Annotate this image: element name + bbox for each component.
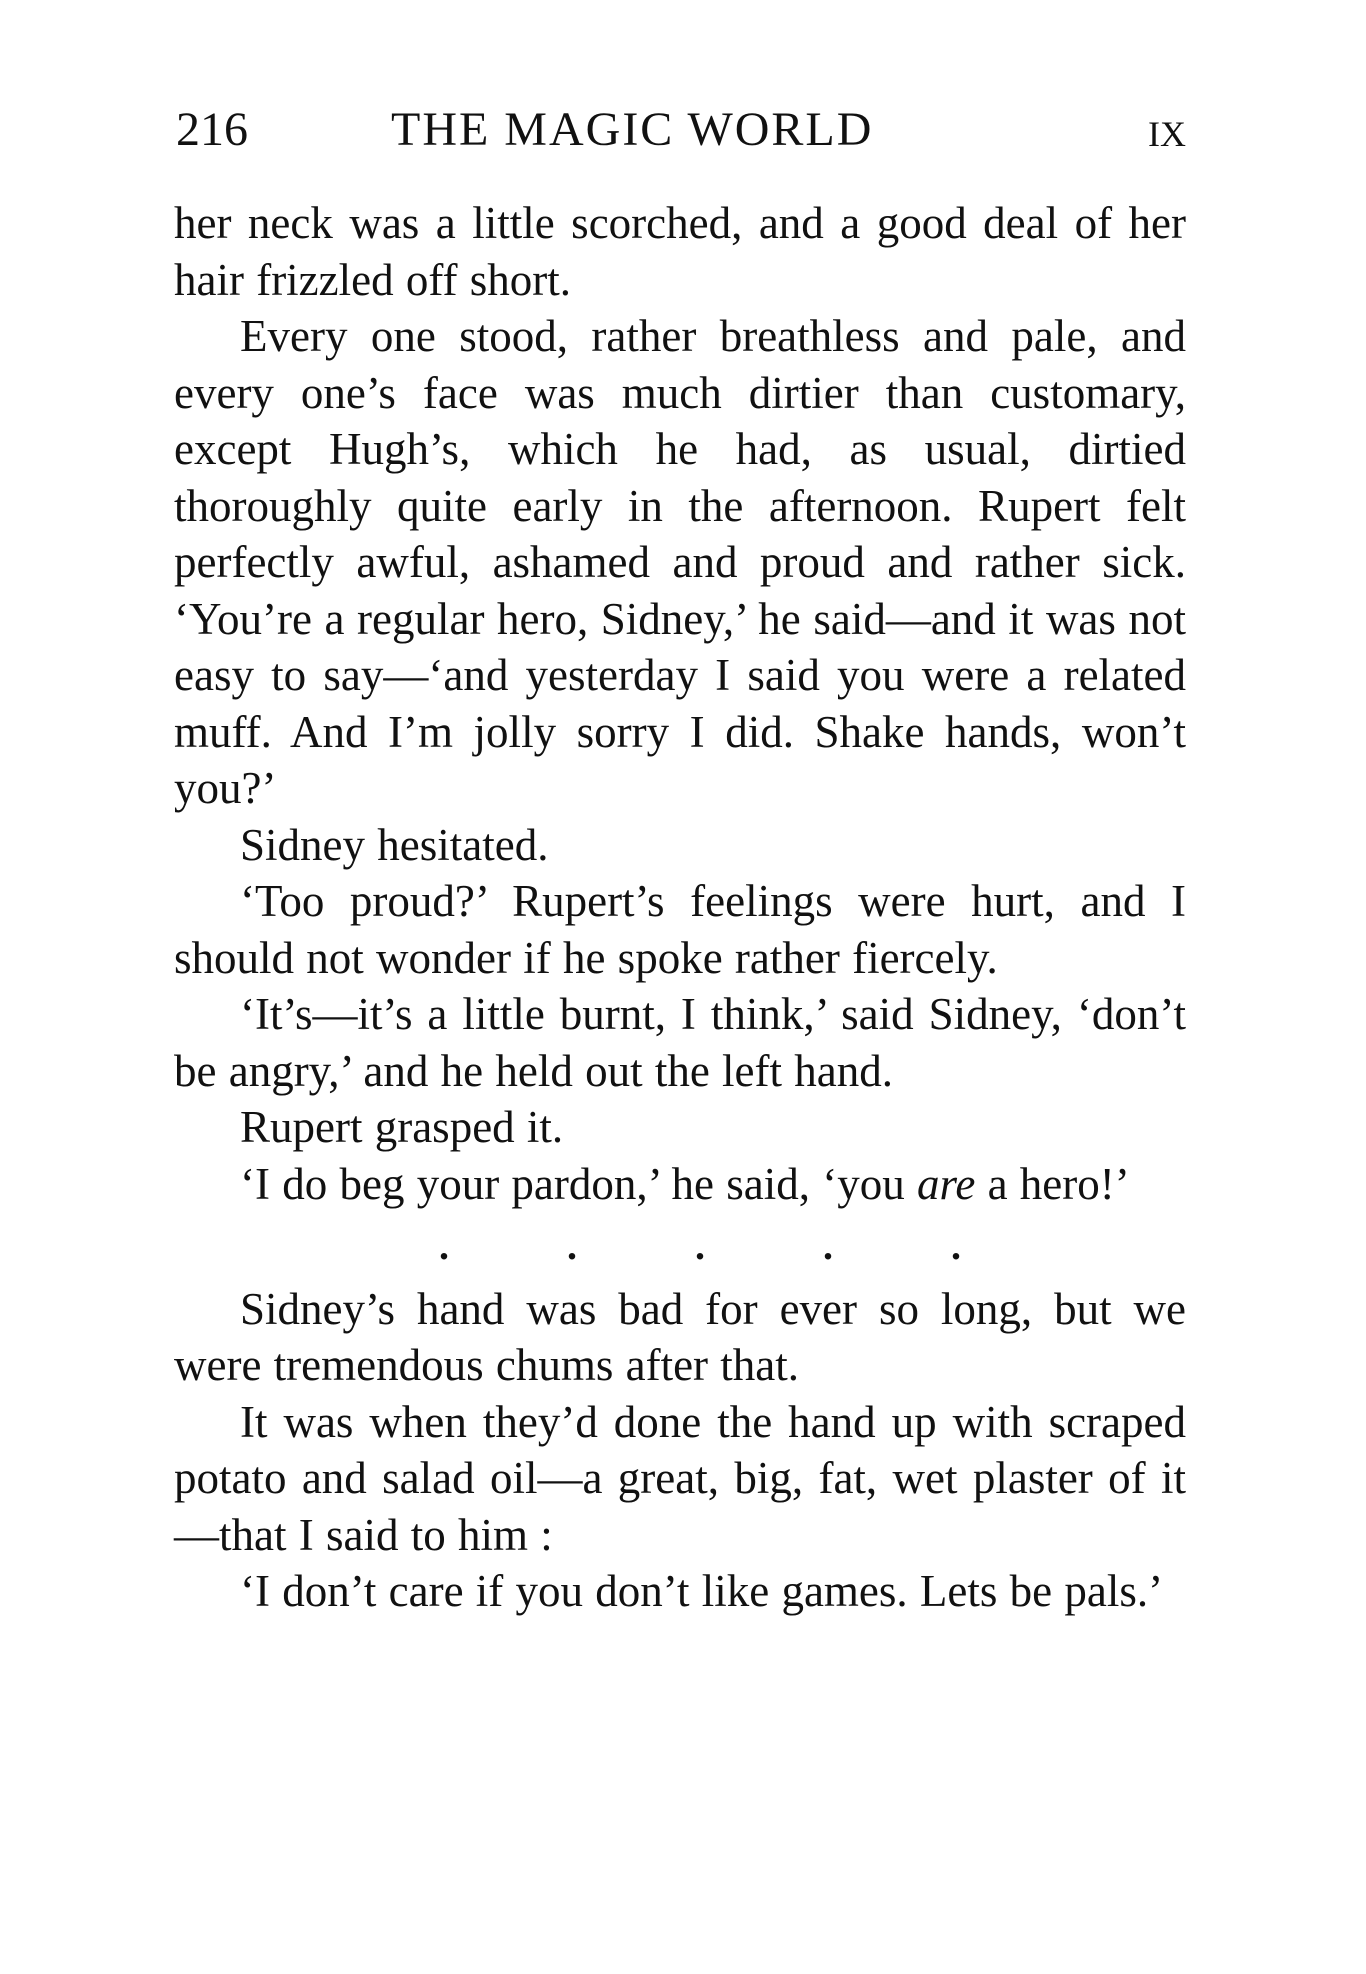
paragraph: Every one stood, rather breathless and pale, and every one’s face was much dirtier than customary, except Hugh’s, which he had, as usual, dirtied thoroughly quite early in the afternoon. Rupert felt perfectly awful, ashamed and proud and rather sick. ‘You’re a regular hero, Sidney,’ he said—and it was not easy to say—‘and yesterday I said you were a related muff. And I’m jolly sorry I did. Shake hands, won’t you?’ [174, 311, 1186, 813]
section-break-dots [174, 1218, 1186, 1275]
chapter-number: IX [1148, 114, 1186, 154]
paragraph: ‘I don’t care if you don’t like games. Lets be pals.’ [240, 1566, 1164, 1616]
book-title: THE MAGIC WORLD [391, 103, 874, 156]
pardon-text-before: ‘I do beg your pardon,’ he said, ‘you [240, 1158, 917, 1209]
section-dot: . [823, 1223, 833, 1269]
section-dot: . [567, 1223, 577, 1269]
paragraph: ‘Too proud?’ Rupert’s feelings were hurt, and I should not wonder if he spoke rather fiercely. [174, 876, 1186, 983]
body-text [174, 195, 1186, 1620]
running-head [176, 100, 1186, 160]
section-dot: . [439, 1223, 449, 1269]
paragraph: Sidney’s hand was bad for ever so long, but we were tremendous chums after that. [174, 1283, 1186, 1390]
section-dot: . [951, 1223, 961, 1269]
section-dot: . [695, 1223, 705, 1269]
paragraph: ‘It’s—it’s a little burnt, I think,’ said Sidney, ‘don’t be angry,’ and he held out the left hand. [174, 989, 1186, 1096]
paragraph: Rupert grasped it. [240, 1102, 564, 1152]
paragraph: her neck was a little scorched, and a good deal of her hair frizzled off short. [174, 198, 1186, 305]
pardon-text-after: a hero!’ [975, 1158, 1130, 1209]
pardon-emphasis: are [916, 1158, 976, 1209]
paragraph-pardon [174, 1156, 1186, 1213]
paragraph: It was when they’d done the hand up with scraped potato and salad oil—a great, big, fat, wet plaster of it—that I said to him : [174, 1396, 1186, 1560]
page-number: 216 [176, 103, 248, 156]
paragraph: Sidney hesitated. [240, 819, 549, 870]
